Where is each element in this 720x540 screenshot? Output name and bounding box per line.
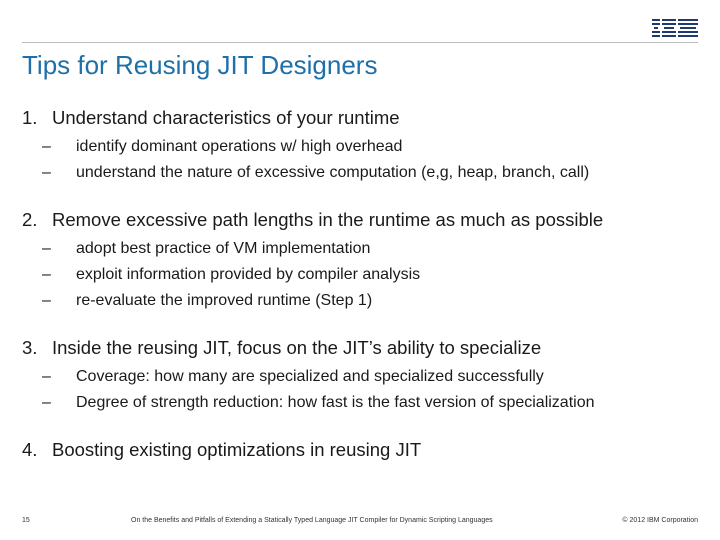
section-2 (22, 208, 700, 314)
sub-bullet-text: re-evaluate the improved runtime (Step 1) (76, 292, 373, 309)
slide-title: Tips for Reusing JIT Designers (22, 50, 378, 80)
bullet-number: 4. (22, 439, 38, 460)
section-3 (22, 336, 700, 416)
main-bullet (22, 438, 700, 462)
sub-bullet (22, 288, 700, 314)
sub-bullet (22, 134, 700, 160)
bullet-text: Remove excessive path lengths in the runtime as much as possible (52, 209, 604, 230)
sub-bullet (22, 160, 700, 186)
sub-bullet (22, 262, 700, 288)
slide-body (22, 106, 700, 462)
main-bullet (22, 208, 700, 232)
dash-marker: – (42, 394, 51, 411)
dash-marker: – (42, 138, 51, 155)
sub-bullet-text: adopt best practice of VM implementation (76, 240, 371, 257)
bullet-number: 3. (22, 337, 38, 358)
sub-bullet-text: Degree of strength reduction: how fast is the fast version of specialization (76, 394, 595, 411)
bullet-number: 1. (22, 107, 38, 128)
sub-bullet-text: exploit information provided by compiler analysis (76, 266, 421, 283)
dash-marker: – (42, 266, 51, 283)
sub-bullet-list (22, 236, 700, 314)
sub-bullet (22, 236, 700, 262)
ibm-logo (652, 18, 698, 38)
bullet-text: Understand characteristics of your runtime (52, 107, 400, 128)
sub-bullet-list (22, 364, 700, 416)
sub-bullet (22, 364, 700, 390)
sub-bullet-text: understand the nature of excessive computation (e,g, heap, branch, call) (76, 164, 590, 181)
dash-marker: – (42, 240, 51, 257)
sub-bullet-text: Coverage: how many are specialized and specialized successfully (76, 368, 544, 385)
page-number: 15 (22, 517, 30, 524)
footer-copyright: © 2012 IBM Corporation (622, 517, 698, 524)
sub-bullet-list (22, 134, 700, 186)
dash-marker: – (42, 292, 51, 309)
section-4 (22, 438, 700, 462)
main-bullet (22, 106, 700, 130)
dash-marker: – (42, 368, 51, 385)
section-1 (22, 106, 700, 186)
bullet-text: Inside the reusing JIT, focus on the JIT’s ability to specialize (52, 337, 542, 358)
bullet-text: Boosting existing optimizations in reusing JIT (52, 439, 422, 460)
sub-bullet (22, 390, 700, 416)
sub-bullet-text: identify dominant operations w/ high overhead (76, 138, 403, 155)
dash-marker: – (42, 164, 51, 181)
bullet-number: 2. (22, 209, 38, 230)
main-bullet (22, 336, 700, 360)
footer-paper-title: On the Benefits and Pitfalls of Extending a Statically Typed Language JIT Compiler for Dynamic Scripting Languages (131, 517, 493, 524)
header-rule (22, 42, 698, 43)
